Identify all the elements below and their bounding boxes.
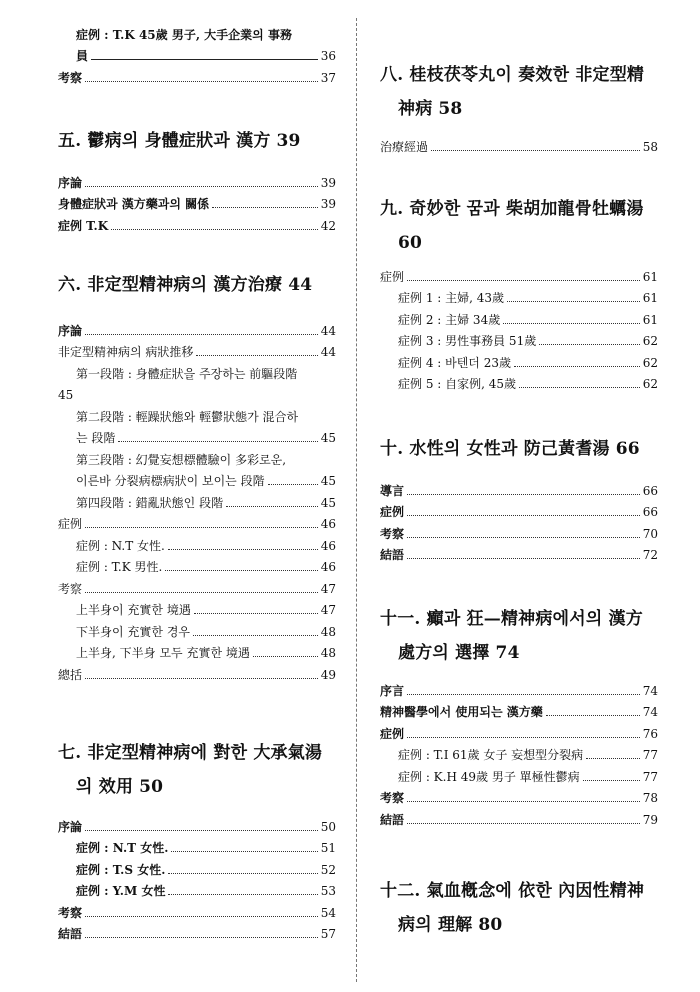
- toc-entry[interactable]: [58, 359, 336, 381]
- toc-entry-continuation[interactable]: [58, 467, 336, 489]
- entry-page: 44: [320, 345, 336, 359]
- chapter-title[interactable]: [380, 874, 658, 908]
- entry-page: 48: [320, 624, 336, 639]
- dot-leader: [503, 323, 640, 324]
- dot-leader: [168, 894, 317, 895]
- dot-leader: [85, 830, 318, 831]
- dot-leader: [514, 366, 640, 367]
- entry-page: 58: [642, 139, 658, 154]
- toc-entry[interactable]: [58, 531, 336, 553]
- entry-label: 非定型精神病의 病狀推移: [58, 345, 194, 359]
- entry-label: 下半身이 充實한 경우: [76, 624, 190, 639]
- chapter-11-entries: [380, 676, 658, 827]
- toc-entry[interactable]: [380, 719, 658, 741]
- entry-page: 70: [642, 526, 658, 541]
- entry-label: 症例 : T.I 61歲 女子 妄想型分裂病: [398, 748, 584, 762]
- entry-page: 62: [642, 377, 658, 391]
- dot-leader: [546, 715, 640, 716]
- dot-leader: [407, 694, 640, 695]
- entry-page: 45: [320, 431, 336, 445]
- dot-leader: [85, 186, 318, 187]
- entry-label: 45: [58, 388, 74, 402]
- toc-entry[interactable]: [58, 402, 336, 424]
- chapter-title-text: 八. 桂枝茯苓丸이 奏效한 非定型精: [380, 65, 645, 85]
- entry-label: 이른바 分裂病標病狀이 보이는 段階: [76, 474, 265, 488]
- toc-entry[interactable]: [380, 132, 658, 154]
- chapter-title-text: 五. 鬱病의 身體症狀과 漢方: [58, 131, 271, 151]
- entry-page: 57: [320, 927, 336, 941]
- entry-label: 結語: [380, 548, 405, 562]
- chapter-5: [58, 124, 336, 158]
- dot-leader: [407, 494, 640, 495]
- dot-leader: [407, 537, 640, 538]
- entry-label: 症例: [58, 517, 83, 531]
- dot-leader: [165, 570, 317, 571]
- toc-entry[interactable]: [58, 639, 336, 661]
- entry-page: 72: [642, 548, 658, 562]
- chapter-7-entries: [58, 812, 336, 941]
- entry-label: 上半身이 充實한 境遇: [76, 603, 191, 617]
- dot-leader: [91, 59, 318, 60]
- dot-leader: [212, 207, 318, 208]
- entry-label: 症例 : K.H 49歲 男子 單極性鬱病: [398, 769, 580, 784]
- chapter-8-entries: [380, 132, 658, 154]
- entry-label: 症例 4 : 바텐더 23歲: [398, 355, 511, 370]
- dot-leader: [539, 344, 640, 345]
- entry-page: 61: [642, 291, 658, 305]
- dot-leader: [193, 635, 318, 636]
- entry-label: 考察: [380, 526, 405, 541]
- entry-label: 精神醫學에서 使用되는 漢方藥: [380, 705, 543, 719]
- chapter-page: 60: [398, 233, 423, 253]
- entry-label: 第二段階 : 輕躁狀態와 輕鬱狀態가 混合하: [76, 409, 299, 424]
- entry-label: 結語: [58, 927, 83, 941]
- entry-page: 45: [320, 474, 336, 488]
- dot-leader: [583, 780, 640, 781]
- entry-label: 症例 1 : 主婦, 43歲: [398, 291, 505, 305]
- chapter-title-line2[interactable]: [380, 908, 658, 942]
- entry-label: 導言: [380, 483, 405, 498]
- entry-label: 症例 2 : 主婦 34歲: [398, 312, 501, 327]
- entry-page: 53: [320, 884, 336, 898]
- toc-entry[interactable]: [58, 877, 336, 899]
- entry-page: 54: [320, 905, 336, 920]
- toc-entry[interactable]: [380, 762, 658, 784]
- toc-entry[interactable]: [380, 498, 658, 520]
- chapter-title[interactable]: [380, 192, 658, 226]
- chapter-7: [58, 736, 336, 804]
- chapter-title-line2[interactable]: [380, 226, 658, 260]
- entry-label: 症例 T.K: [58, 218, 109, 233]
- dot-leader: [111, 229, 318, 230]
- dot-leader: [85, 916, 318, 917]
- chapter-8: [380, 58, 658, 126]
- toc-entry[interactable]: [380, 348, 658, 370]
- entry-label: 症例: [380, 269, 405, 284]
- chapter-9-entries: [380, 262, 658, 391]
- chapter-page: 44: [288, 275, 313, 295]
- entry-page: 61: [642, 269, 658, 284]
- dot-leader: [118, 441, 317, 442]
- entry-page: 48: [320, 646, 336, 660]
- entry-label: 症例 : N.T 女性.: [76, 538, 165, 553]
- toc-entry[interactable]: [58, 316, 336, 338]
- toc-entry[interactable]: [58, 834, 336, 856]
- dot-leader: [519, 387, 640, 388]
- entry-page: 74: [642, 683, 658, 698]
- toc-entry[interactable]: [58, 920, 336, 942]
- toc-entry[interactable]: [58, 168, 336, 190]
- dot-leader: [85, 81, 318, 82]
- toc-entry[interactable]: [380, 698, 658, 720]
- toc-entry[interactable]: [380, 676, 658, 698]
- entry-page: 39: [320, 175, 336, 190]
- toc-entry[interactable]: [58, 855, 336, 877]
- dot-leader: [85, 678, 318, 679]
- chapter-title-text: 十二. 氣血槪念에 依한 內因性精神: [380, 881, 645, 901]
- dot-leader: [586, 758, 640, 759]
- entry-label: 序論: [58, 323, 83, 338]
- chapter-title-text: 의 效用: [76, 777, 134, 797]
- toc-entry[interactable]: [380, 541, 658, 563]
- chapter-9: [380, 192, 658, 260]
- entry-page: 62: [642, 355, 658, 370]
- entry-label: 症例 : T.K 男性.: [76, 560, 163, 574]
- entry-label: 總括: [58, 667, 83, 682]
- chapter-title-text: 十. 水性의 女性과 防己黃耆湯: [380, 439, 610, 459]
- entry-page: 78: [642, 791, 658, 805]
- entry-label: 第四段階 : 錯亂狀態인 段階: [76, 495, 224, 510]
- entry-page: 42: [320, 218, 336, 233]
- entry-label: 症例: [380, 726, 405, 741]
- dot-leader: [407, 558, 640, 559]
- toc-entry[interactable]: [58, 574, 336, 596]
- toc-entry[interactable]: [58, 190, 336, 212]
- entry-page: 39: [320, 197, 336, 211]
- toc-entry-continuation[interactable]: [58, 381, 336, 403]
- chapter-title[interactable]: [58, 736, 336, 770]
- dot-leader: [85, 334, 318, 335]
- dot-leader: [168, 549, 318, 550]
- chapter-title-line2[interactable]: [380, 636, 658, 670]
- dot-leader: [407, 280, 640, 281]
- entry-label: 上半身, 下半身 모두 充實한 境遇: [76, 646, 250, 660]
- toc-entry[interactable]: [58, 211, 336, 233]
- entry-page: 37: [320, 70, 336, 85]
- entry-page: 49: [320, 667, 336, 682]
- entry-label: 序言: [380, 683, 405, 698]
- entry-page: 46: [320, 517, 336, 531]
- entry-page: 50: [320, 819, 336, 834]
- entry-page: 74: [642, 705, 658, 719]
- dot-leader: [196, 355, 317, 356]
- dot-leader: [407, 515, 640, 516]
- entry-page: 36: [320, 49, 336, 63]
- chapter-title[interactable]: [58, 124, 336, 158]
- chapter-title-text: 神病: [398, 99, 433, 119]
- entry-label: 序論: [58, 175, 83, 190]
- chapter-page: 66: [615, 439, 640, 459]
- dot-leader: [171, 851, 317, 852]
- toc-entry[interactable]: [58, 338, 336, 360]
- chapter-12: [380, 874, 658, 942]
- entry-label: 症例 5 : 自家例, 45歲: [398, 377, 517, 391]
- chapter-page: 39: [276, 131, 301, 151]
- chapter-title-text: 七. 非定型精神病에 對한 大承氣湯: [58, 743, 323, 763]
- entry-label: 症例 : N.T 女性.: [76, 841, 169, 855]
- entry-label: 考察: [380, 791, 405, 805]
- toc-entry[interactable]: [380, 784, 658, 806]
- toc-entry[interactable]: [58, 596, 336, 618]
- entry-page: 61: [642, 312, 658, 327]
- entry-label: 治療經過: [380, 139, 429, 154]
- dot-leader: [194, 613, 318, 614]
- chapter-page: 80: [478, 915, 503, 935]
- chapter-title-text: 處方의 選擇: [398, 643, 490, 663]
- toc-entry[interactable]: [58, 812, 336, 834]
- entry-page: 52: [320, 862, 336, 877]
- chapter-page: 74: [495, 643, 520, 663]
- dot-leader: [168, 873, 317, 874]
- chapter-5-entries: [58, 168, 336, 233]
- entry-label: 身體症狀과 漢方藥과의 關係: [58, 197, 210, 211]
- dot-leader: [407, 737, 640, 738]
- toc-entry[interactable]: [58, 63, 336, 85]
- entry-label: 結語: [380, 812, 405, 827]
- entry-page: 47: [320, 581, 336, 596]
- entry-label: 症例 : T.S 女性.: [76, 862, 166, 877]
- entry-label: 症例 : T.K 45歲 男子, 大手企業의 事務: [76, 27, 292, 42]
- chapter-10-entries: [380, 476, 658, 562]
- toc-entry[interactable]: [58, 20, 336, 42]
- entry-page: 44: [320, 323, 336, 338]
- chapter-6: [58, 268, 336, 302]
- toc-entry[interactable]: [58, 898, 336, 920]
- toc-entry[interactable]: [58, 445, 336, 467]
- chapter-title-line2[interactable]: [58, 770, 336, 804]
- entry-label: 第一段階 : 身體症狀을 주장하는 前驅段階: [76, 366, 298, 381]
- toc-entry[interactable]: [380, 262, 658, 284]
- entry-page: 79: [642, 812, 658, 827]
- entry-label: 症例 : Y.M 女性: [76, 884, 166, 898]
- toc-entry-continuation[interactable]: [58, 424, 336, 446]
- dot-leader: [431, 150, 640, 151]
- entry-label: 考察: [58, 581, 83, 596]
- toc-entry[interactable]: [380, 519, 658, 541]
- chapter-title[interactable]: [380, 602, 658, 636]
- toc-entry[interactable]: [58, 42, 336, 64]
- chapter-page: 58: [438, 99, 463, 119]
- entry-page: 66: [642, 483, 658, 498]
- toc-entry[interactable]: [58, 510, 336, 532]
- chapter-title[interactable]: [380, 432, 658, 466]
- chapter-11: [380, 602, 658, 670]
- column-divider: [356, 18, 357, 982]
- dot-leader: [85, 592, 318, 593]
- entry-label: 는 段階: [76, 431, 116, 445]
- entry-page: 66: [642, 505, 658, 519]
- chapter-title-text: 六. 非定型精神病의 漢方治療: [58, 275, 283, 295]
- toc-entry[interactable]: [380, 805, 658, 827]
- entry-page: 77: [642, 748, 658, 762]
- dot-leader: [226, 506, 318, 507]
- chapter-10: [380, 432, 658, 466]
- chapter-page: 50: [139, 777, 164, 797]
- entry-label: 考察: [58, 70, 83, 85]
- toc-entry[interactable]: [58, 553, 336, 575]
- dot-leader: [85, 937, 318, 938]
- dot-leader: [407, 823, 640, 824]
- entry-label: 症例 3 : 男性事務員 51歲: [398, 334, 537, 348]
- entry-page: 46: [320, 560, 336, 574]
- dot-leader: [85, 527, 318, 528]
- toc-entry[interactable]: [58, 660, 336, 682]
- dot-leader: [507, 301, 640, 302]
- entry-page: 47: [320, 603, 336, 617]
- toc-entry[interactable]: [380, 741, 658, 763]
- entry-label: 症例: [380, 505, 405, 519]
- chapter-title[interactable]: [380, 58, 658, 92]
- dot-leader: [407, 801, 640, 802]
- chapter-title-text: 病의 理解: [398, 915, 473, 935]
- entry-page: 46: [320, 538, 336, 553]
- entry-page: 62: [642, 334, 658, 348]
- toc-entry[interactable]: [58, 488, 336, 510]
- dot-leader: [253, 656, 318, 657]
- left-top-block: [58, 20, 336, 85]
- entry-page: 77: [642, 769, 658, 784]
- entry-label: 員: [76, 49, 89, 63]
- entry-label: 考察: [58, 905, 83, 920]
- toc-entry[interactable]: [380, 327, 658, 349]
- chapter-title-line2[interactable]: [380, 92, 658, 126]
- entry-page: 45: [320, 495, 336, 510]
- chapter-title[interactable]: [58, 268, 336, 302]
- chapter-title-text: 九. 奇妙한 꿈과 柴胡加龍骨牡蠣湯: [380, 199, 644, 219]
- chapter-title-text: 十一. 癲과 狂—精神病에서의 漢方: [380, 609, 643, 629]
- entry-label: 第三段階 : 幻覺妄想標體驗이 多彩로운,: [76, 452, 287, 467]
- dot-leader: [268, 484, 318, 485]
- toc-entry[interactable]: [380, 305, 658, 327]
- toc-entry[interactable]: [380, 476, 658, 498]
- entry-page: 76: [642, 726, 658, 741]
- toc-entry[interactable]: [380, 370, 658, 392]
- chapter-6-entries: [58, 316, 336, 682]
- toc-entry[interactable]: [380, 284, 658, 306]
- entry-label: 序論: [58, 819, 83, 834]
- entry-page: 51: [320, 841, 336, 855]
- toc-entry[interactable]: [58, 617, 336, 639]
